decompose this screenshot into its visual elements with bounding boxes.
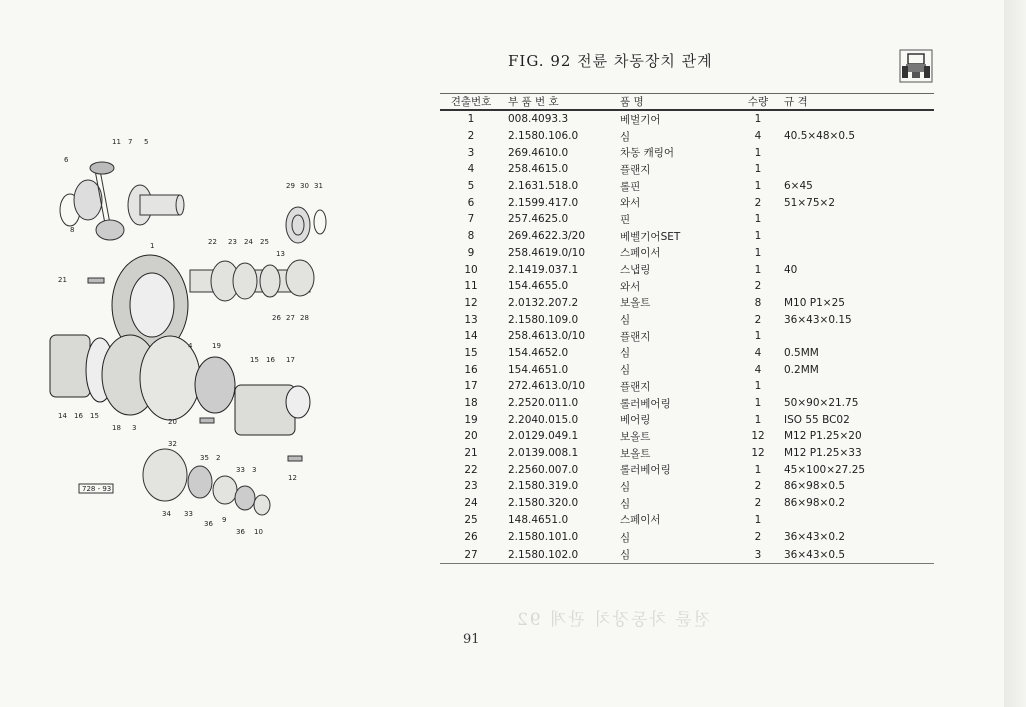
svg-text:25: 25: [260, 238, 269, 246]
cell-spec: 51×75×2: [784, 196, 835, 209]
svg-text:16: 16: [74, 412, 83, 420]
cell-index: 4: [467, 163, 475, 176]
table-row: [440, 461, 934, 478]
cell-qty: 2: [754, 313, 762, 326]
cell-part-number: 2.2520.011.0: [508, 397, 579, 410]
table-row: [440, 445, 934, 462]
page-number: 91: [463, 632, 480, 647]
table-row: [440, 194, 934, 211]
svg-text:23: 23: [228, 238, 237, 246]
cell-qty: 2: [754, 280, 762, 293]
table-row: [440, 546, 934, 563]
cell-qty: 4: [754, 363, 762, 376]
cell-qty: 2: [754, 196, 762, 209]
cell-spec: 45×100×27.25: [784, 463, 866, 476]
cell-spec: 6×45: [784, 180, 813, 193]
svg-text:17: 17: [286, 356, 295, 364]
cell-spec: [784, 144, 934, 161]
cell-name: 베어링: [620, 414, 651, 427]
cell-index: 19: [464, 413, 478, 426]
svg-text:20: 20: [168, 418, 177, 426]
table-row: [440, 178, 934, 195]
svg-text:27: 27: [286, 314, 295, 322]
table-row: [440, 495, 934, 512]
cell-name: 심: [620, 531, 631, 544]
cell-qty: 1: [754, 213, 762, 226]
cell-spec: [784, 228, 934, 245]
col-header-name: 품 명: [620, 94, 732, 111]
cell-part-number: 2.1580.319.0: [508, 480, 579, 493]
table-row: [440, 478, 934, 495]
table-header-row: [440, 94, 934, 111]
cell-index: 12: [464, 296, 478, 309]
cell-spec: [784, 328, 934, 345]
cell-part-number: 2.1580.101.0: [508, 531, 579, 544]
cell-name: 보올트: [620, 297, 651, 310]
cell-part-number: 2.1419.037.1: [508, 263, 579, 276]
cell-name: 심: [620, 347, 631, 360]
cell-part-number: 154.4651.0: [508, 363, 569, 376]
cell-name: 플랜지: [620, 330, 651, 343]
cell-name: 와서: [620, 280, 641, 293]
cell-index: 2: [467, 130, 475, 143]
svg-text:15: 15: [250, 356, 259, 364]
cell-name: 플랜지: [620, 163, 651, 176]
cell-index: 15: [464, 346, 478, 359]
cell-name: 핀: [620, 213, 631, 226]
cell-spec: 36×43×0.15: [784, 313, 852, 326]
svg-text:34: 34: [162, 510, 171, 518]
cell-index: 10: [464, 263, 478, 276]
cell-part-number: 2.1580.106.0: [508, 130, 579, 143]
cell-qty: 1: [754, 163, 762, 176]
svg-text:10: 10: [254, 528, 263, 536]
pinion-shaft-bearings: [190, 260, 314, 301]
table-row: [440, 411, 934, 428]
cell-part-number: 272.4613.0/10: [508, 380, 586, 393]
cell-spec: 40.5×48×0.5: [784, 130, 856, 143]
cell-part-number: 258.4613.0/10: [508, 330, 586, 343]
differential-housing: [50, 335, 235, 420]
svg-text:16: 16: [266, 356, 275, 364]
cell-spec: [784, 110, 934, 128]
cell-qty: 1: [754, 180, 762, 193]
cell-index: 9: [467, 246, 475, 259]
seal-ring: [286, 207, 326, 243]
cell-name: 심: [620, 480, 631, 493]
cell-part-number: 2.0129.049.1: [508, 430, 579, 443]
cell-index: 7: [467, 213, 475, 226]
cell-part-number: 154.4652.0: [508, 346, 569, 359]
svg-text:28: 28: [300, 314, 309, 322]
cell-name: 스냅링: [620, 264, 651, 277]
table-row: [440, 428, 934, 445]
cell-name: 롤러베어링: [620, 397, 671, 410]
col-header-index: 견출번호: [440, 94, 502, 111]
cell-name: 롤러베어링: [620, 464, 671, 477]
cell-spec: 86×98×0.5: [784, 480, 846, 493]
table-row: [440, 311, 934, 328]
cell-part-number: 257.4625.0: [508, 213, 569, 226]
table-row: [440, 161, 934, 178]
cell-spec: 0.5MM: [784, 346, 819, 359]
cell-spec: 40: [784, 263, 798, 276]
cell-qty: 12: [751, 447, 765, 460]
svg-text:3: 3: [252, 466, 257, 474]
table-row: [440, 211, 934, 228]
cell-spec: [784, 278, 934, 295]
svg-text:7: 7: [128, 138, 133, 146]
col-header-qty: 수량: [732, 94, 784, 111]
cell-qty: 4: [754, 346, 762, 359]
svg-text:29: 29: [286, 182, 295, 190]
cell-part-number: 258.4619.0/10: [508, 246, 586, 259]
cell-part-number: 269.4610.0: [508, 146, 569, 159]
svg-text:18: 18: [112, 424, 121, 432]
table-row: [440, 378, 934, 395]
svg-text:31: 31: [314, 182, 323, 190]
cell-part-number: 008.4093.3: [508, 113, 569, 126]
cell-qty: 4: [754, 130, 762, 143]
svg-text:22: 22: [208, 238, 217, 246]
cell-qty: 1: [754, 397, 762, 410]
svg-text:3: 3: [132, 424, 137, 432]
cell-qty: 3: [732, 546, 784, 563]
cell-part-number: 2.2040.015.0: [508, 413, 579, 426]
cell-part-number: 2.1631.518.0: [508, 180, 579, 193]
table-row: [440, 261, 934, 278]
svg-text:5: 5: [144, 138, 149, 146]
cell-name: 보올트: [620, 447, 651, 460]
cell-index: 17: [464, 380, 478, 393]
svg-text:19: 19: [212, 342, 221, 350]
table-row: [440, 528, 934, 546]
table-row: [440, 361, 934, 378]
svg-text:4: 4: [188, 342, 193, 350]
cell-name: 스페이서: [620, 247, 661, 260]
cell-qty: 1: [754, 263, 762, 276]
cell-qty: 1: [754, 413, 762, 426]
cell-part-number: 2.1580.320.0: [508, 497, 579, 510]
svg-text:1: 1: [150, 242, 155, 250]
svg-text:24: 24: [244, 238, 253, 246]
cell-qty: 1: [754, 146, 762, 159]
cell-name: 베벨기어SET: [620, 230, 681, 243]
table-row: [440, 295, 934, 312]
cell-part-number: 148.4651.0: [508, 513, 569, 526]
cell-spec: [784, 245, 934, 262]
cell-index: 3: [467, 146, 475, 159]
exploded-parts-diagram: [40, 130, 380, 550]
svg-text:9: 9: [222, 516, 227, 524]
cell-name: 차동 캐링어: [620, 147, 675, 160]
cell-part-number: 2.1580.102.0: [502, 546, 620, 563]
cell-spec: [784, 378, 934, 395]
cell-name: 심: [620, 497, 631, 510]
cell-qty: 1: [754, 113, 762, 126]
cell-name: 롤핀: [620, 180, 641, 193]
cell-name: 베벌기어: [620, 113, 661, 126]
table-row: [440, 110, 934, 128]
cell-index: 18: [464, 397, 478, 410]
cell-name: 심: [620, 130, 631, 143]
cell-index: 27: [440, 546, 502, 563]
figure-title: FIG. 92 전륜 차동장치 관계: [508, 52, 713, 70]
table-row: [440, 128, 934, 145]
cell-index: 8: [467, 230, 475, 243]
cell-qty: 12: [751, 430, 765, 443]
svg-text:6: 6: [64, 156, 69, 164]
svg-text:21: 21: [58, 276, 67, 284]
svg-text:30: 30: [300, 182, 309, 190]
svg-text:26: 26: [272, 314, 281, 322]
shaft-with-gear: [128, 185, 184, 225]
cell-name: 보올트: [620, 430, 651, 443]
svg-text:36: 36: [236, 528, 245, 536]
cell-index: 5: [467, 180, 475, 193]
svg-text:11: 11: [112, 138, 121, 146]
cell-index: 1: [467, 113, 475, 126]
cell-index: 24: [464, 497, 478, 510]
svg-text:35: 35: [200, 454, 209, 462]
cell-qty: 2: [754, 497, 762, 510]
cell-spec: 36×43×0.5: [784, 546, 934, 563]
cell-spec: 50×90×21.75: [784, 397, 859, 410]
cell-index: 11: [464, 280, 478, 293]
cell-part-number: 2.0132.207.2: [508, 296, 579, 309]
cell-spec: [784, 512, 934, 529]
svg-text:2: 2: [216, 454, 221, 462]
col-header-spec: 규 격: [784, 94, 934, 111]
svg-text:13: 13: [276, 250, 285, 258]
cell-name: 심: [620, 364, 631, 377]
cell-index: 16: [464, 363, 478, 376]
cell-qty: 2: [754, 531, 762, 544]
cell-index: 6: [467, 196, 475, 209]
table-row: [440, 328, 934, 345]
cell-name: 플랜지: [620, 380, 651, 393]
cell-part-number: 258.4615.0: [508, 163, 569, 176]
svg-text:33: 33: [184, 510, 193, 518]
svg-text:36: 36: [204, 520, 213, 528]
cell-part-number: 2.1580.109.0: [508, 313, 579, 326]
table-row: [440, 278, 934, 295]
table-row: [440, 512, 934, 529]
cell-index: 14: [464, 330, 478, 343]
cell-spec: 86×98×0.2: [784, 497, 846, 510]
cell-spec: M10 P1×25: [784, 296, 845, 309]
cell-spec: 0.2MM: [784, 363, 819, 376]
cell-part-number: 154.4655.0: [508, 280, 569, 293]
table-row: [440, 345, 934, 362]
table-row: [440, 245, 934, 262]
cell-qty: 1: [754, 380, 762, 393]
cell-spec: M12 P1.25×33: [784, 447, 862, 460]
cell-index: 21: [464, 447, 478, 460]
cell-index: 13: [464, 313, 478, 326]
cell-spec: [784, 161, 934, 178]
cell-spec: [784, 211, 934, 228]
table-row: [440, 228, 934, 245]
svg-text:33: 33: [236, 466, 245, 474]
cell-index: 26: [464, 531, 478, 544]
cell-part-number: 2.0139.008.1: [508, 447, 579, 460]
bleed-through-text: 전륜 차동장치 관계 92: [515, 610, 711, 630]
svg-text:8: 8: [70, 226, 75, 234]
cell-index: 22: [464, 463, 478, 476]
cell-qty: 8: [754, 296, 762, 309]
side-flange: [235, 385, 310, 435]
cell-qty: 1: [754, 513, 762, 526]
cell-qty: 1: [754, 246, 762, 259]
cell-qty: 1: [754, 330, 762, 343]
svg-text:12: 12: [288, 474, 297, 482]
table-row: [440, 144, 934, 161]
page-edge: [1004, 0, 1026, 707]
svg-text:32: 32: [168, 440, 177, 448]
cell-qty: 1: [754, 230, 762, 243]
cell-spec: ISO 55 BC02: [784, 413, 850, 426]
cell-part-number: 269.4622.3/20: [508, 230, 586, 243]
parts-table: [440, 93, 934, 564]
cell-name: 스페이서: [620, 514, 661, 527]
cell-part-number: 2.2560.007.0: [508, 463, 579, 476]
cell-qty: 1: [754, 463, 762, 476]
col-header-part-number: 부 품 번 호: [502, 94, 620, 111]
cell-spec: 36×43×0.2: [784, 531, 846, 544]
cell-part-number: 2.1599.417.0: [508, 196, 579, 209]
cell-index: 20: [464, 430, 478, 443]
cell-name: 심: [620, 546, 732, 563]
cell-spec: M12 P1.25×20: [784, 430, 862, 443]
table-row: [440, 395, 934, 412]
cell-qty: 2: [754, 480, 762, 493]
cell-index: 23: [464, 480, 478, 493]
cell-name: 와서: [620, 197, 641, 210]
diagram-ref-code: 728 - 93: [82, 485, 112, 493]
cell-name: 심: [620, 314, 631, 327]
tractor-icon: [898, 48, 934, 84]
svg-text:15: 15: [90, 412, 99, 420]
cell-index: 25: [464, 513, 478, 526]
svg-text:14: 14: [58, 412, 67, 420]
